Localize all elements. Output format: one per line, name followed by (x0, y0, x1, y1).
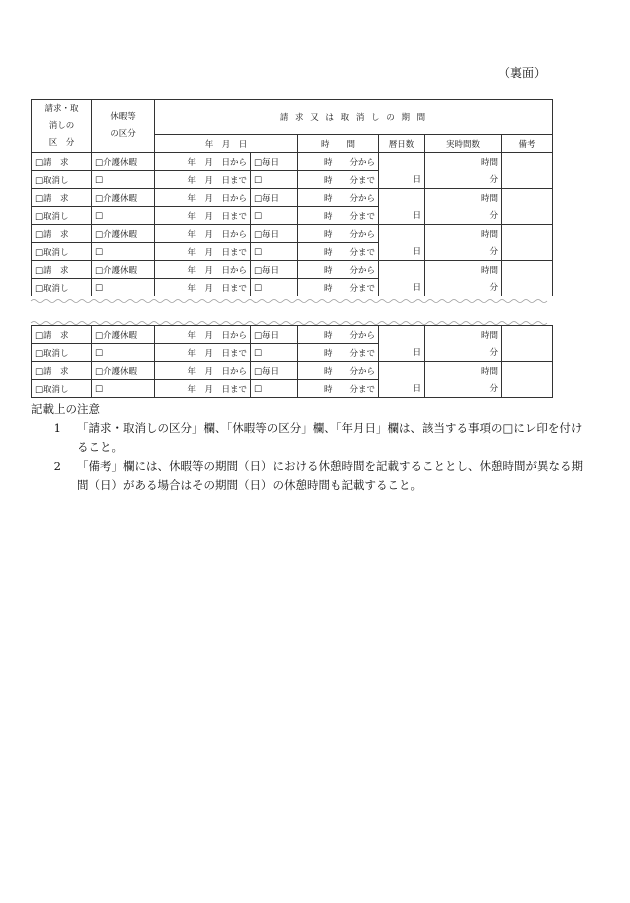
header-actual-hours: 実時間数 (425, 135, 502, 153)
days-cell (379, 326, 425, 344)
remarks-cell (502, 344, 553, 362)
date-to-cell: 年 月 日まで (155, 207, 251, 225)
cancel-checkbox[interactable]: □取消し (32, 279, 92, 297)
days-unit-cell: 日 (379, 344, 425, 362)
leave-type-checkbox[interactable]: □介護休暇 (92, 261, 155, 279)
leave-type-checkbox[interactable]: □介護休暇 (92, 189, 155, 207)
request-checkbox[interactable]: □請 求 (32, 153, 92, 171)
remarks-cell (502, 189, 553, 207)
daily-blank-checkbox[interactable]: □ (251, 380, 298, 398)
remarks-cell (502, 279, 553, 297)
hours-cell: 時間 (425, 326, 502, 344)
days-unit-cell: 日 (379, 171, 425, 189)
time-from-cell: 時 分から (298, 326, 379, 344)
table-row (32, 380, 553, 398)
leave-blank-checkbox[interactable]: □ (92, 279, 155, 297)
leave-blank-checkbox[interactable]: □ (92, 207, 155, 225)
request-checkbox[interactable]: □請 求 (32, 189, 92, 207)
leave-type-checkbox[interactable]: □介護休暇 (92, 362, 155, 380)
daily-checkbox[interactable]: □毎日 (251, 153, 298, 171)
time-from-cell: 時 分から (298, 225, 379, 243)
header-request-category: 請求・取 消しの 区 分 (32, 100, 92, 153)
remarks-cell (502, 326, 553, 344)
time-from-cell: 時 分から (298, 261, 379, 279)
days-cell (379, 225, 425, 243)
leave-blank-checkbox[interactable]: □ (92, 344, 155, 362)
leave-blank-checkbox[interactable]: □ (92, 380, 155, 398)
date-to-cell: 年 月 日まで (155, 243, 251, 261)
table-row (32, 189, 553, 207)
date-from-cell: 年 月 日から (155, 189, 251, 207)
header-time: 時 間 (298, 135, 379, 153)
table-row (32, 362, 553, 380)
daily-blank-checkbox[interactable]: □ (251, 279, 298, 297)
date-to-cell: 年 月 日まで (155, 344, 251, 362)
minutes-cell: 分 (425, 207, 502, 225)
daily-checkbox[interactable]: □毎日 (251, 225, 298, 243)
minutes-cell: 分 (425, 380, 502, 398)
hours-cell: 時間 (425, 225, 502, 243)
daily-blank-checkbox[interactable]: □ (251, 207, 298, 225)
cancel-checkbox[interactable]: □取消し (32, 207, 92, 225)
days-unit-cell: 日 (379, 380, 425, 398)
header-leave-category: 休暇等 の区分 (92, 100, 155, 153)
daily-blank-checkbox[interactable]: □ (251, 344, 298, 362)
table-row (32, 261, 553, 279)
hours-cell: 時間 (425, 261, 502, 279)
header-days: 暦日数 (379, 135, 425, 153)
remarks-cell (502, 153, 553, 171)
days-cell (379, 189, 425, 207)
leave-request-table-lower (31, 325, 553, 398)
time-to-cell: 時 分まで (298, 207, 379, 225)
daily-checkbox[interactable]: □毎日 (251, 261, 298, 279)
request-checkbox[interactable]: □請 求 (32, 261, 92, 279)
tear-line-top (31, 296, 552, 306)
notes-section (31, 400, 591, 495)
date-to-cell: 年 月 日まで (155, 171, 251, 189)
request-checkbox[interactable]: □請 求 (32, 326, 92, 344)
cancel-checkbox[interactable]: □取消し (32, 171, 92, 189)
request-checkbox[interactable]: □請 求 (32, 362, 92, 380)
cancel-checkbox[interactable]: □取消し (32, 243, 92, 261)
header-period: 請 求 又 は 取 消 し の 期 間 (155, 100, 553, 135)
note-item: 1 「請求・取消しの区分」欄、「休暇等の区分」欄、「年月日」欄は、該当する事項の□にレ印を付けること。 (53, 421, 583, 454)
cancel-checkbox[interactable]: □取消し (32, 344, 92, 362)
header-remarks: 備考 (502, 135, 553, 153)
days-cell (379, 362, 425, 380)
remarks-cell (502, 207, 553, 225)
hours-cell: 時間 (425, 153, 502, 171)
leave-blank-checkbox[interactable]: □ (92, 243, 155, 261)
daily-checkbox[interactable]: □毎日 (251, 362, 298, 380)
time-from-cell: 時 分から (298, 189, 379, 207)
days-cell (379, 261, 425, 279)
days-unit-cell: 日 (379, 207, 425, 225)
minutes-cell: 分 (425, 243, 502, 261)
hours-cell: 時間 (425, 189, 502, 207)
table-row (32, 207, 553, 225)
leave-request-table-upper (31, 99, 553, 296)
request-checkbox[interactable]: □請 求 (32, 225, 92, 243)
days-unit-cell: 日 (379, 279, 425, 297)
time-from-cell: 時 分から (298, 362, 379, 380)
time-to-cell: 時 分まで (298, 279, 379, 297)
daily-checkbox[interactable]: □毎日 (251, 189, 298, 207)
table-row (32, 326, 553, 344)
table-row (32, 243, 553, 261)
leave-type-checkbox[interactable]: □介護休暇 (92, 225, 155, 243)
date-from-cell: 年 月 日から (155, 326, 251, 344)
hours-cell: 時間 (425, 362, 502, 380)
notes-title: 記載上の注意 (31, 402, 100, 416)
date-from-cell: 年 月 日から (155, 225, 251, 243)
date-from-cell: 年 月 日から (155, 362, 251, 380)
table-row (32, 344, 553, 362)
days-unit-cell: 日 (379, 243, 425, 261)
date-to-cell: 年 月 日まで (155, 279, 251, 297)
time-to-cell: 時 分まで (298, 171, 379, 189)
daily-blank-checkbox[interactable]: □ (251, 243, 298, 261)
minutes-cell: 分 (425, 171, 502, 189)
remarks-cell (502, 171, 553, 189)
leave-type-checkbox[interactable]: □介護休暇 (92, 326, 155, 344)
table-row (32, 279, 553, 297)
note-item: 2 「備考」欄には、休暇等の期間（日）における休憩時間を記載することとし、休憩時間が異なる期間（日）がある場合はその期間（日）の休憩時間も記載すること。 (53, 459, 583, 492)
remarks-cell (502, 261, 553, 279)
leave-blank-checkbox[interactable]: □ (92, 171, 155, 189)
remarks-cell (502, 380, 553, 398)
table-row (32, 171, 553, 189)
time-to-cell: 時 分まで (298, 344, 379, 362)
page-side-label: （裏面） (497, 66, 546, 80)
remarks-cell (502, 362, 553, 380)
table-row (32, 225, 553, 243)
minutes-cell: 分 (425, 344, 502, 362)
time-to-cell: 時 分まで (298, 380, 379, 398)
time-to-cell: 時 分まで (298, 243, 379, 261)
daily-blank-checkbox[interactable]: □ (251, 171, 298, 189)
date-from-cell: 年 月 日から (155, 153, 251, 171)
minutes-cell: 分 (425, 279, 502, 297)
cancel-checkbox[interactable]: □取消し (32, 380, 92, 398)
remarks-cell (502, 225, 553, 243)
time-from-cell: 時 分から (298, 153, 379, 171)
date-to-cell: 年 月 日まで (155, 380, 251, 398)
date-from-cell: 年 月 日から (155, 261, 251, 279)
remarks-cell (502, 243, 553, 261)
days-cell (379, 153, 425, 171)
header-date: 年 月 日 (155, 135, 298, 153)
daily-checkbox[interactable]: □毎日 (251, 326, 298, 344)
leave-type-checkbox[interactable]: □介護休暇 (92, 153, 155, 171)
table-row (32, 153, 553, 171)
